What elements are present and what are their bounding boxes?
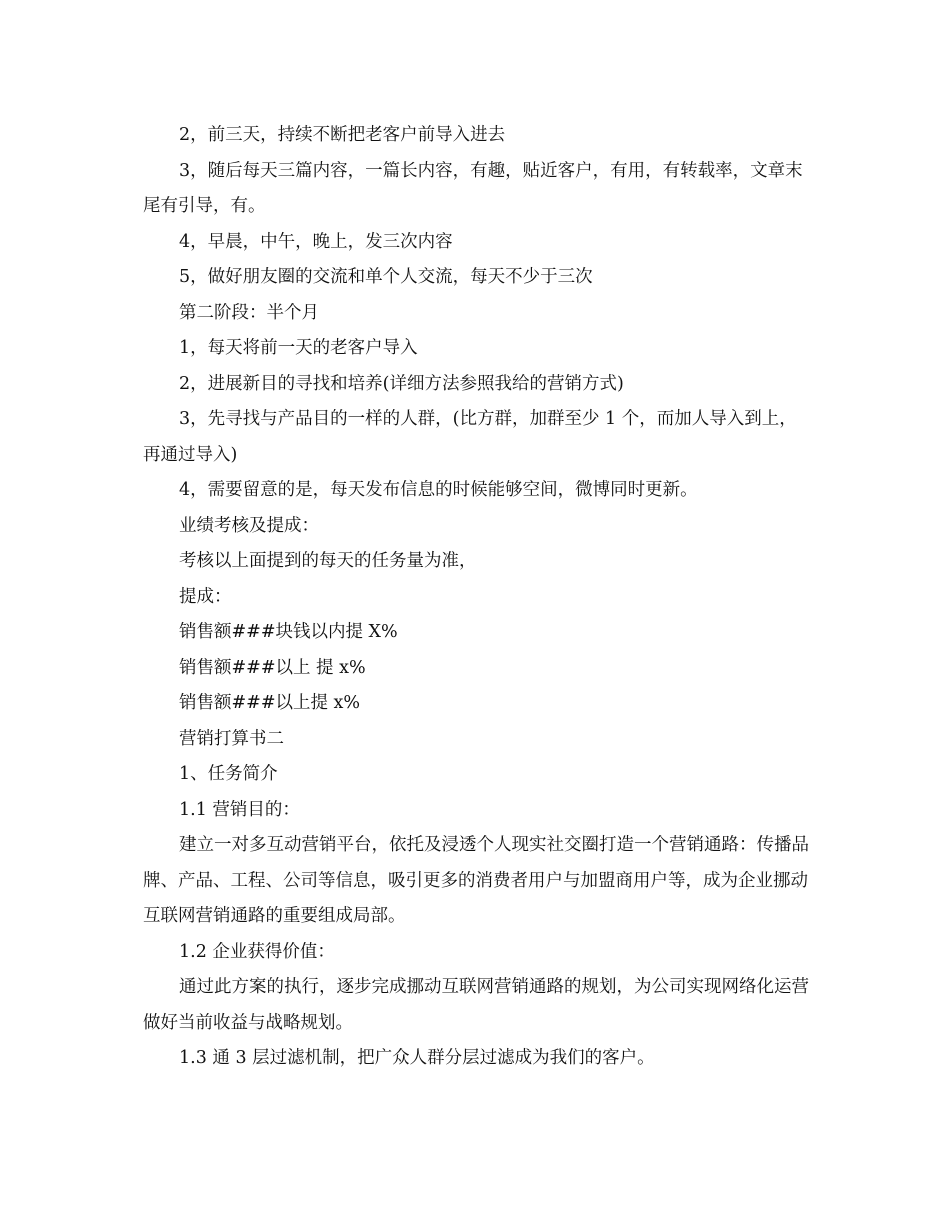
subheading-marketing-goal: 1.1 营销目的： [179, 799, 300, 820]
paragraph-step-5: 5，做好朋友圈的交流和单个人交流，每天不少于三次 [179, 267, 593, 287]
paragraph-commission-tier-3: 销售额###以上提 x% [179, 693, 361, 713]
paragraph-commission-tier-1: 销售额###块钱以内提 X% [179, 622, 398, 642]
paragraph-step-3: 3，随后每天三篇内容，一篇长内容，有趣，贴近客户，有用，有转载率，文章末尾有引导，有。 [143, 160, 803, 216]
paragraph-assessment: 考核以上面提到的每天的任务量为准， [179, 551, 477, 571]
paragraph-marketing-goal: 建立一对多互动营销平台，依托及浸透个人现实社交圈打造一个营销通路：传播品牌、产品、工程、公司等信息，吸引更多的消费者用户与加盟商用户等，成为企业挪动互联网营销通路的重要组成局部。 [143, 835, 809, 926]
paragraph-filter-mechanism: 1.3 通 3 层过滤机制，把广众人群分层过滤成为我们的客户。 [179, 1048, 655, 1068]
section-heading-task-intro: 1、任务简介 [179, 764, 278, 784]
section-heading-plan-two: 营销打算书二 [179, 728, 284, 749]
paragraph-stage2-step-1: 1，每天将前一天的老客户导入 [179, 338, 418, 358]
document-body [143, 118, 813, 1077]
subheading-enterprise-value: 1.2 企业获得价值： [179, 941, 335, 962]
paragraph-step-4: 4，早晨，中午，晚上，发三次内容 [179, 231, 453, 252]
paragraph-stage2-step-3: 3，先寻找与产品目的一样的人群，(比方群，加群至少 1 个，而加人导入到上，再通过导入) [143, 409, 797, 465]
section-heading-assessment: 业绩考核及提成： [179, 515, 319, 536]
paragraph-commission-label: 提成： [179, 586, 232, 607]
paragraph-commission-tier-2: 销售额###以上 提 x% [179, 657, 366, 678]
paragraph-step-2: 2，前三天，持续不断把老客户前导入进去 [179, 125, 506, 145]
section-heading-stage-two: 第二阶段：半个月 [179, 302, 319, 323]
paragraph-enterprise-value: 通过此方案的执行，逐步完成挪动互联网营销通路的规划，为公司实现网络化运营做好当前收益与战略规划。 [143, 977, 809, 1033]
paragraph-stage2-step-2: 2，进展新目的寻找和培养(详细方法参照我给的营销方式) [179, 373, 624, 394]
paragraph-stage2-step-4: 4，需要留意的是，每天发布信息的时候能够空间，微博同时更新。 [179, 480, 698, 500]
